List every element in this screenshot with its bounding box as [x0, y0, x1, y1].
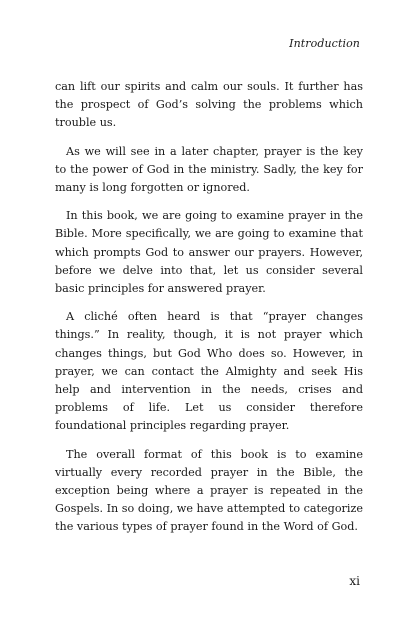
paragraph-1: can lift our spirits and calm our souls. It further has the prospect of God’s solving the problems which trouble us. [55, 80, 363, 130]
paragraph-3: In this book, we are going to examine prayer in the Bible. More specifically, we are going to examine that which prompts God to answer our prayers. However, before we delve into that, let us consider several basic principles for answered prayer. [55, 209, 363, 296]
running-head: Introduction [289, 37, 360, 50]
body-text [55, 78, 363, 547]
paragraph-4: A cliché often heard is that “prayer changes things.” In reality, though, it is not prayer which changes things, but God Who does so. However, in prayer, we can contact the Almighty and seek His help and intervention in the needs, crises and problems of life. Let us consider therefore foundational principles regarding prayer. [55, 310, 363, 433]
paragraph-2: As we will see in a later chapter, prayer is the key to the power of God in the ministry. Sadly, the key for many is long forgotten or ignored. [55, 144, 363, 195]
paragraph-5: The overall format of this book is to examine virtually every recorded prayer in the Bible, the exception being where a prayer is repeated in the Gospels. In so doing, we have attempted to categorize the various types of prayer found in the Word of God. [55, 447, 363, 534]
page-number: xi [349, 574, 360, 588]
